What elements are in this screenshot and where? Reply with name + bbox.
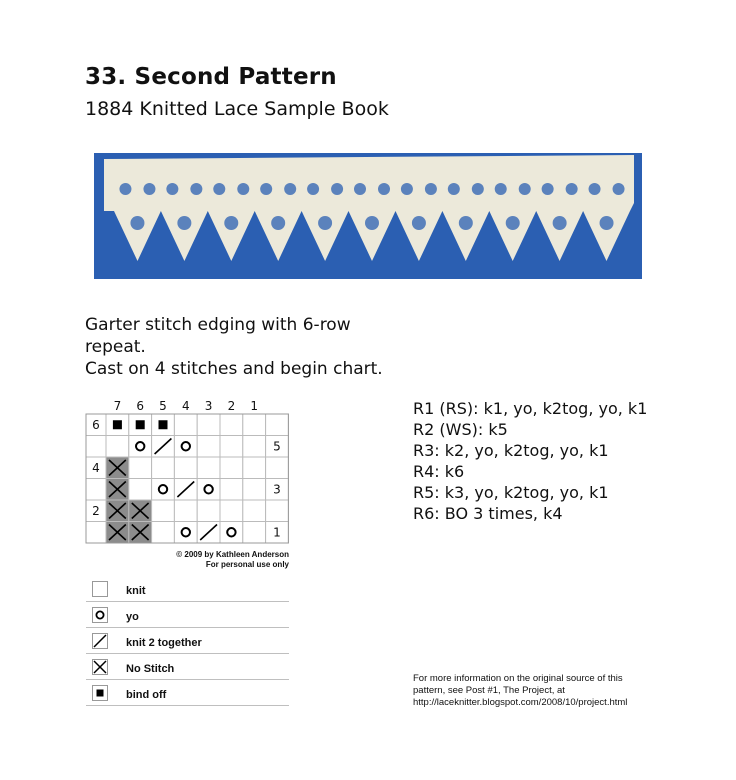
eyelet [177,216,191,230]
circle-icon [92,607,108,623]
eyelet [542,183,554,195]
chart-cell-no-stitch [129,522,152,544]
chart-cell-knit [129,457,152,479]
chart-cell-knit [152,457,175,479]
chart-cell-yo [174,436,197,458]
legend-label: No Stitch [126,663,175,675]
chart-cell-knit [243,414,266,436]
eyelet [119,183,131,195]
slash-icon [92,633,108,649]
row-instruction: R4: k6 [413,462,465,481]
legend-row-knit [86,576,289,602]
chart-cell-knit [197,500,220,522]
chart-cell-knit [220,414,243,436]
copyright-note [86,550,289,570]
chart-cell-no-stitch [106,479,129,501]
copyright-line: For personal use only [205,560,289,569]
eyelet [237,183,249,195]
lace-edging-photo [94,153,642,279]
row-number-left: 2 [92,503,100,518]
eyelet [271,216,285,230]
legend-row-yo [86,602,289,628]
chart-cell-bind-off [106,414,129,436]
row-number-cell [86,479,106,501]
row-number-cell [266,414,289,436]
legend-label: bind off [126,689,167,701]
filled-square-icon [92,685,108,701]
eyelet [566,183,578,195]
chart-cell-k2tog [152,436,175,458]
row-instruction: R1 (RS): k1, yo, k2tog, yo, k1 [413,399,648,418]
eyelet [213,183,225,195]
chart-cell-knit [243,479,266,501]
chart-cell-knit [152,500,175,522]
row-instructions [413,398,647,524]
eyelet [553,216,567,230]
eyelet [412,216,426,230]
legend-label: yo [126,611,139,623]
eyelet [331,183,343,195]
eyelet [600,216,614,230]
eyelet [378,183,390,195]
filled-square-icon [113,420,122,429]
chart-cell-yo [152,479,175,501]
eyelet [318,216,332,230]
chart-cell-bind-off [129,414,152,436]
chart-cell-knit [152,522,175,544]
chart-cell-knit [197,414,220,436]
filled-square-icon [136,420,145,429]
chart-cell-k2tog [197,522,220,544]
symbol-legend [86,576,289,706]
chart-cell-yo [129,436,152,458]
chart-cell-no-stitch [129,500,152,522]
legend-row-bind-off [86,680,289,706]
eyelet [130,216,144,230]
eyelet [260,183,272,195]
chart-cell-bind-off [152,414,175,436]
column-number: 7 [113,399,122,413]
row-number-left: 4 [92,460,100,475]
eyelet [589,183,601,195]
chart-cell-yo [174,522,197,544]
chart-cell-knit [220,500,243,522]
row-number-cell [266,457,289,479]
legend-row-k2tog [86,628,289,654]
chart-cell-knit [243,457,266,479]
chart-cell-knit [220,479,243,501]
intro-line: Garter stitch edging with 6-row [85,315,351,335]
column-number: 1 [250,399,259,413]
source-note-line: pattern, see Post #1, The Project, at [413,685,565,696]
row-instruction: R5: k3, yo, k2tog, yo, k1 [413,483,609,502]
row-instruction: R2 (WS): k5 [413,420,508,439]
chart-cell-knit [197,436,220,458]
legend-row-no-stitch [86,654,289,680]
source-note [413,673,627,709]
knitting-chart [82,396,294,556]
source-link[interactable]: http://laceknitter.blogspot.com/2008/10/project.html [413,697,628,708]
column-number: 2 [227,399,236,413]
column-number: 5 [159,399,167,413]
chart-cell-knit [243,522,266,544]
chart-cell-knit [220,436,243,458]
eyelet [307,183,319,195]
eyelet [401,183,413,195]
page-title: 33. Second Pattern [85,64,337,90]
eyelet [448,183,460,195]
row-number-cell [266,500,289,522]
x-icon [92,659,108,675]
row-number-cell [86,436,106,458]
row-number-right: 3 [273,482,281,497]
row-instruction: R3: k2, yo, k2tog, yo, k1 [413,441,609,460]
eyelet [425,183,437,195]
chart-cell-knit [220,457,243,479]
source-note-line: For more information on the original source of this [413,673,623,684]
chart-cell-knit [174,414,197,436]
blank-square-icon [92,581,108,597]
eyelet [354,183,366,195]
intro-text [85,314,383,380]
chart-cell-knit [129,479,152,501]
legend-label: knit [126,585,146,597]
column-number: 6 [136,399,145,413]
eyelet [365,216,379,230]
chart-cell-knit [243,436,266,458]
chart-cell-k2tog [174,479,197,501]
row-number-cell [86,522,106,544]
intro-line: Cast on 4 stitches and begin chart. [85,359,383,379]
chart-cell-knit [106,436,129,458]
eyelet [190,183,202,195]
chart-cell-yo [197,479,220,501]
eyelet [472,183,484,195]
chart-cell-no-stitch [106,457,129,479]
eyelet [224,216,238,230]
column-number: 4 [181,399,190,413]
intro-line: repeat. [85,337,146,357]
lace-band [104,155,634,261]
eyelet [506,216,520,230]
chart-cell-no-stitch [106,500,129,522]
column-number: 3 [204,399,213,413]
page-subtitle: 1884 Knitted Lace Sample Book [85,98,389,120]
eyelet [284,183,296,195]
filled-square-icon [159,420,168,429]
legend-label: knit 2 together [126,637,202,649]
chart-cell-knit [174,457,197,479]
row-number-right: 1 [273,525,281,540]
eyelet [166,183,178,195]
row-instruction: R6: BO 3 times, k4 [413,504,563,523]
chart-cell-no-stitch [106,522,129,544]
eyelet [519,183,531,195]
chart-cell-knit [174,500,197,522]
eyelet [495,183,507,195]
chart-cell-knit [243,500,266,522]
row-number-right: 5 [273,439,281,454]
eyelet [143,183,155,195]
eyelet [459,216,473,230]
eyelet [613,183,625,195]
copyright-line: © 2009 by Kathleen Anderson [176,550,289,559]
chart-cell-knit [197,457,220,479]
chart-cell-yo [220,522,243,544]
row-number-left: 6 [92,417,100,432]
